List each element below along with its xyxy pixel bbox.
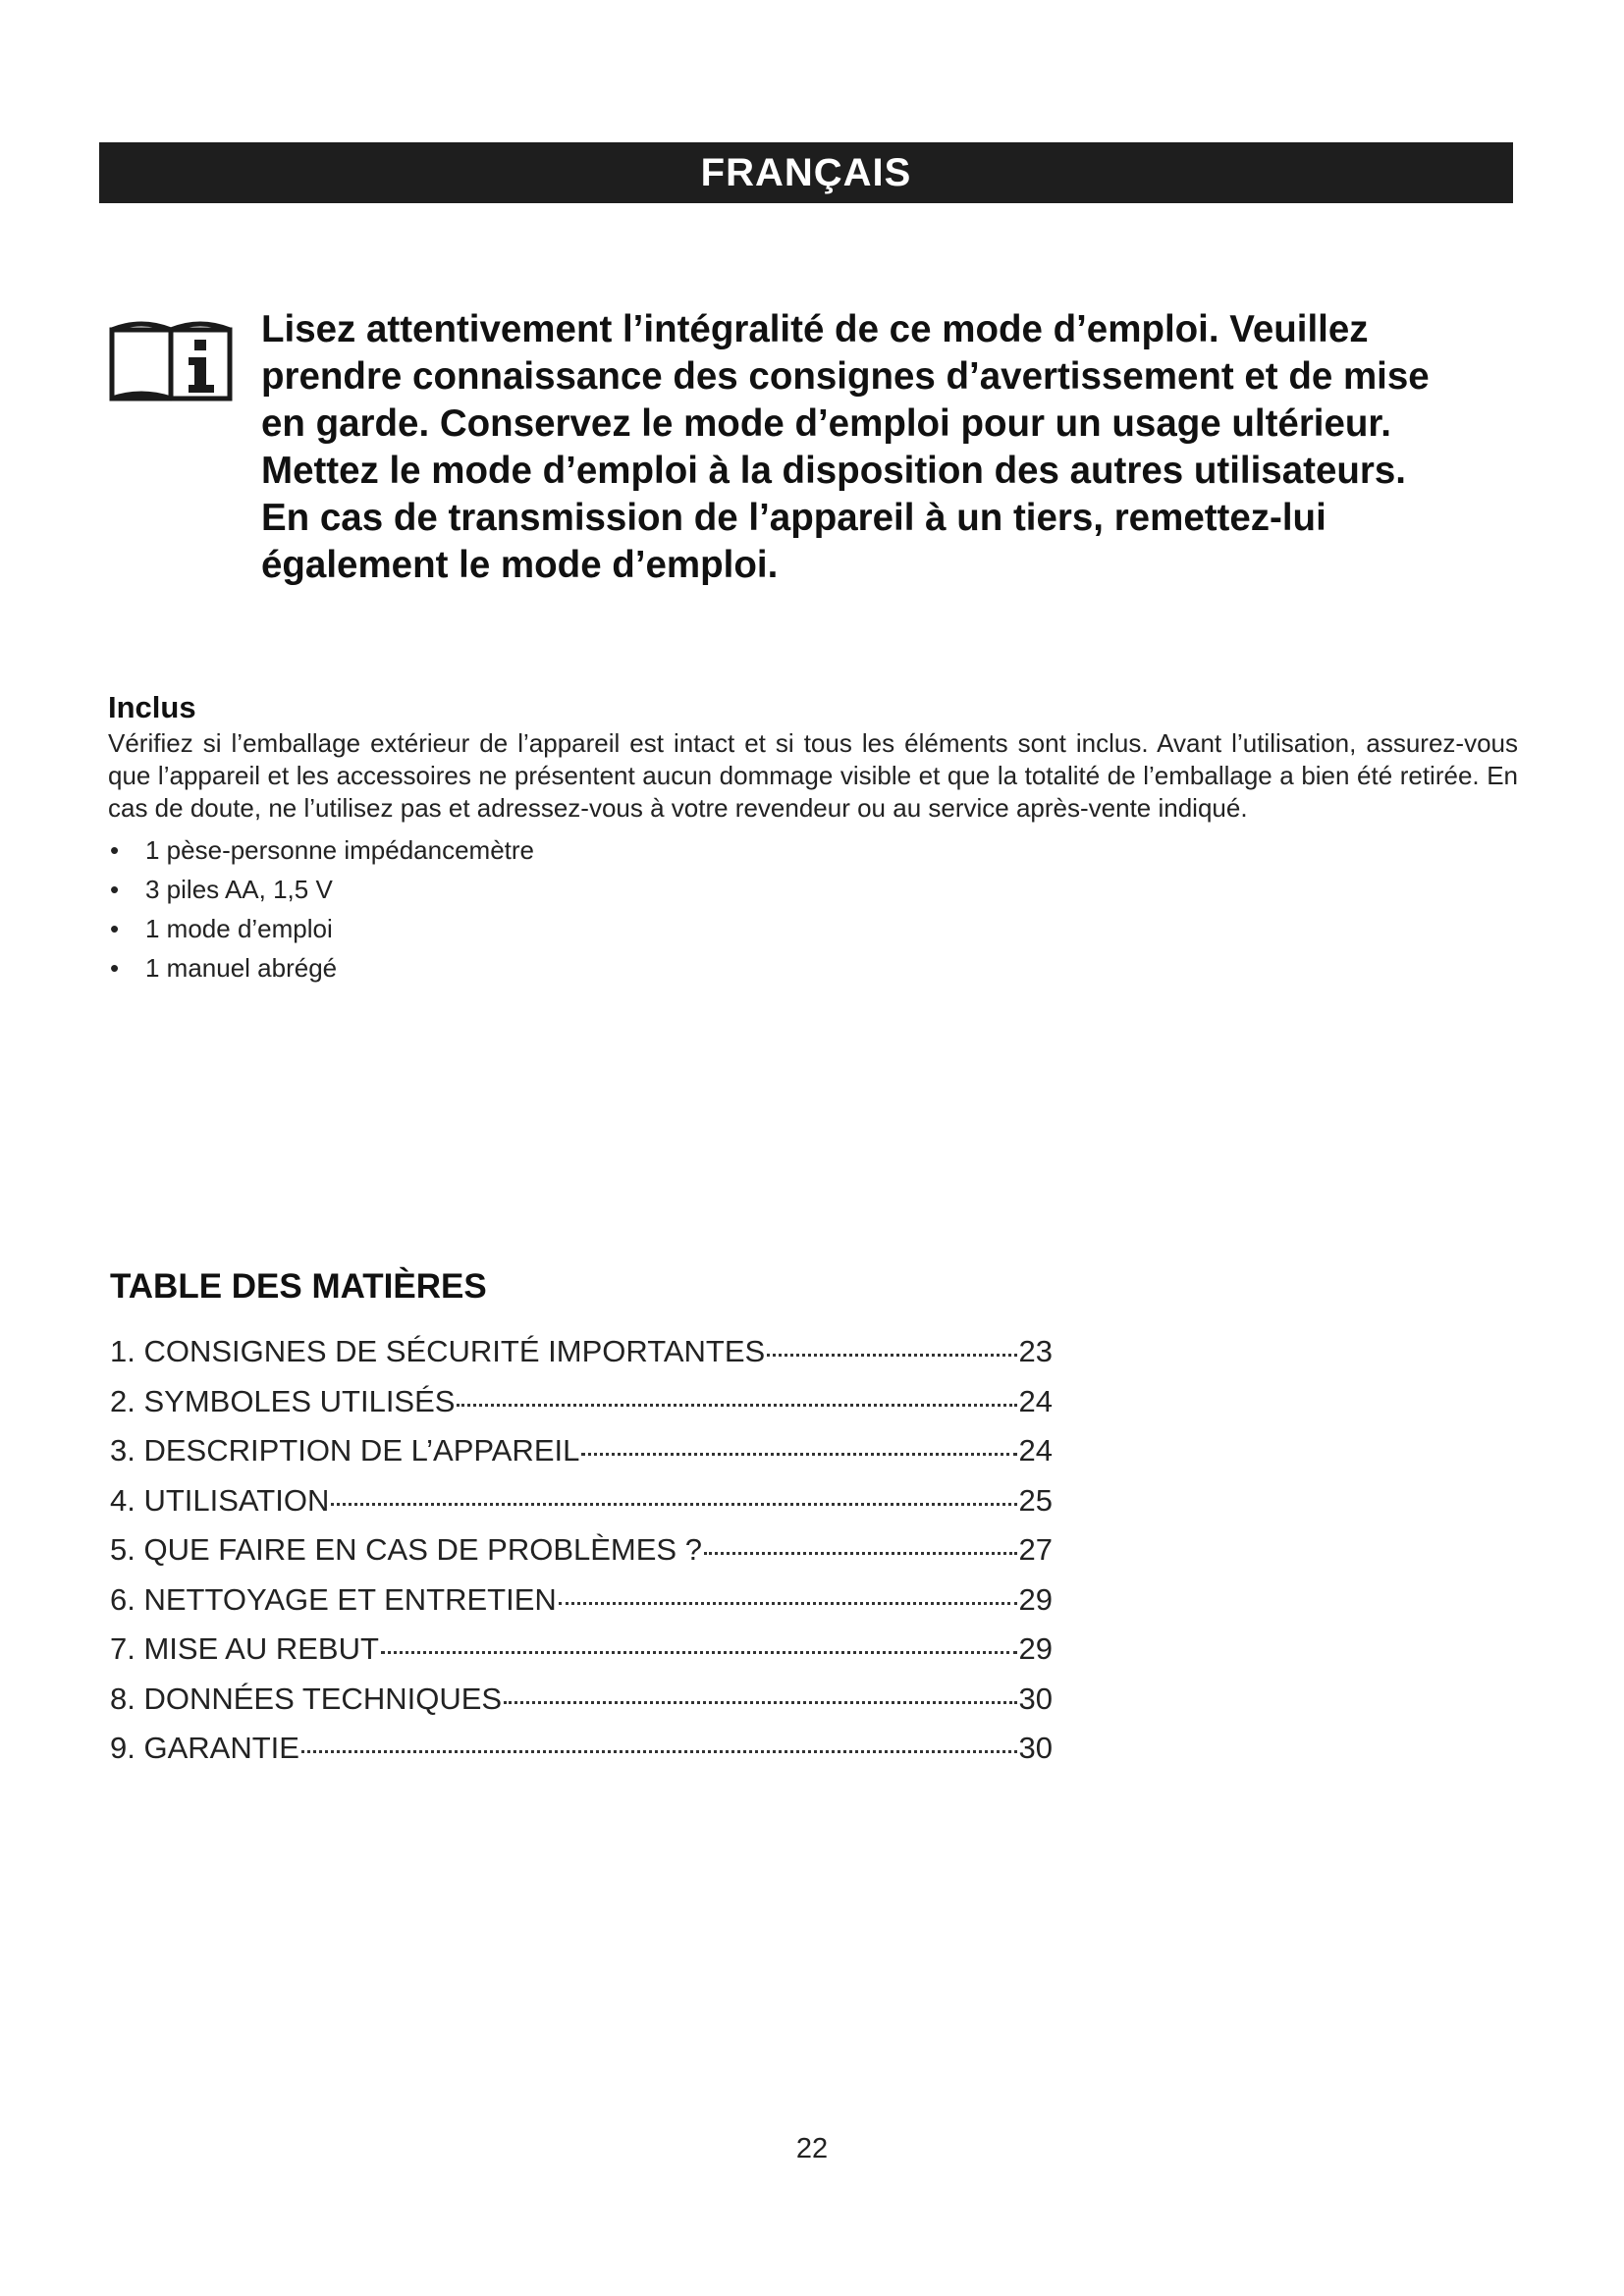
toc-entry[interactable] [110, 1575, 1053, 1626]
toc-entry[interactable] [110, 1525, 1053, 1575]
intro-line: prendre connaissance des consignes d’avertissement et de mise [261, 355, 1430, 398]
bullet-icon: • [110, 835, 120, 865]
toc-entry-label: 1. CONSIGNES DE SÉCURITÉ IMPORTANTES [110, 1334, 766, 1368]
toc-entry-page: 27 [1018, 1532, 1053, 1567]
toc-entry-label: 6. NETTOYAGE ET ENTRETIEN [110, 1581, 557, 1617]
language-header-bar [99, 142, 1513, 203]
toc-leader-dots [457, 1404, 1016, 1407]
toc-entry[interactable] [110, 1327, 1053, 1377]
intro-line: en garde. Conservez le mode d’emploi pour un usage ultérieur. [261, 402, 1391, 445]
toc-entry-label: 5. QUE FAIRE EN CAS DE PROBLÈMES ? [110, 1532, 702, 1567]
toc-entry-page: 23 [1018, 1334, 1053, 1368]
toc-entry-label: 7. MISE AU REBUT [110, 1631, 379, 1666]
toc-entry[interactable] [110, 1426, 1053, 1476]
toc-leader-dots [704, 1552, 1017, 1555]
toc-entry-page: 30 [1018, 1681, 1053, 1716]
toc-entry[interactable] [110, 1724, 1053, 1774]
language-title: FRANÇAIS [700, 150, 912, 194]
table-of-contents [110, 1266, 1053, 1774]
toc-entry[interactable] [110, 1476, 1053, 1526]
intro-line: Mettez le mode d’emploi à la disposition des autres utilisateurs. [261, 450, 1406, 492]
toc-entry[interactable] [110, 1675, 1053, 1725]
included-list [108, 830, 1518, 988]
toc-entry-page: 25 [1018, 1482, 1053, 1518]
toc-entry-page: 30 [1018, 1731, 1053, 1765]
intro-line: également le mode d’emploi. [261, 544, 779, 586]
toc-leader-dots [559, 1602, 1017, 1605]
toc-entry-page: 29 [1018, 1581, 1053, 1617]
toc-entry-page: 24 [1018, 1383, 1053, 1418]
page-number: 22 [795, 2133, 829, 2164]
intro-text [261, 306, 1538, 589]
bullet-icon: • [110, 875, 120, 904]
bullet-icon: • [110, 914, 120, 943]
toc-entry-page: 24 [1018, 1433, 1053, 1468]
toc-leader-dots [767, 1354, 1016, 1357]
included-heading: Inclus [108, 690, 196, 724]
list-item: • 1 manuel abrégé [108, 948, 1518, 988]
bullet-icon: • [110, 953, 120, 983]
toc-entry-label: 2. SYMBOLES UTILISÉS [110, 1383, 456, 1418]
intro-line: Lisez attentivement l’intégralité de ce mode d’emploi. Veuillez [261, 308, 1369, 350]
toc-leader-dots [331, 1503, 1016, 1506]
included-section [108, 690, 1518, 988]
toc-entry-page: 29 [1018, 1631, 1053, 1666]
toc-heading: TABLE DES MATIÈRES [110, 1267, 487, 1306]
toc-leader-dots [581, 1453, 1016, 1456]
list-item: • 1 pèse-personne impédancemètre [108, 830, 1518, 870]
toc-entry-label: 9. GARANTIE [110, 1731, 299, 1765]
toc-leader-dots [381, 1651, 1017, 1654]
toc-leader-dots [301, 1750, 1017, 1753]
toc-entry-label: 4. UTILISATION [110, 1482, 330, 1518]
info-book-icon [108, 316, 234, 404]
included-paragraph: Vérifiez si l’emballage extérieur de l’appareil est intact et si tous les éléments sont inclus. Avant l’utilisation, assurez-vous que l’appareil et les accessoires ne présentent aucun dommage visible et que la totalité de l’emballage a bien été retirée. En cas de doute, ne l’utilisez pas et adressez-vous à votre revendeur ou au service après-vente indiqué. [108, 728, 1518, 823]
list-item: • 3 piles AA, 1,5 V [108, 870, 1518, 909]
toc-entry[interactable] [110, 1377, 1053, 1427]
toc-entry-label: 3. DESCRIPTION DE L’APPAREIL [110, 1433, 580, 1468]
list-item: • 1 mode d’emploi [108, 909, 1518, 948]
intro-line: En cas de transmission de l’appareil à un tiers, remettez-lui [261, 497, 1326, 539]
toc-entry[interactable] [110, 1625, 1053, 1675]
toc-entry-label: 8. DONNÉES TECHNIQUES [110, 1681, 503, 1716]
toc-leader-dots [504, 1701, 1016, 1704]
